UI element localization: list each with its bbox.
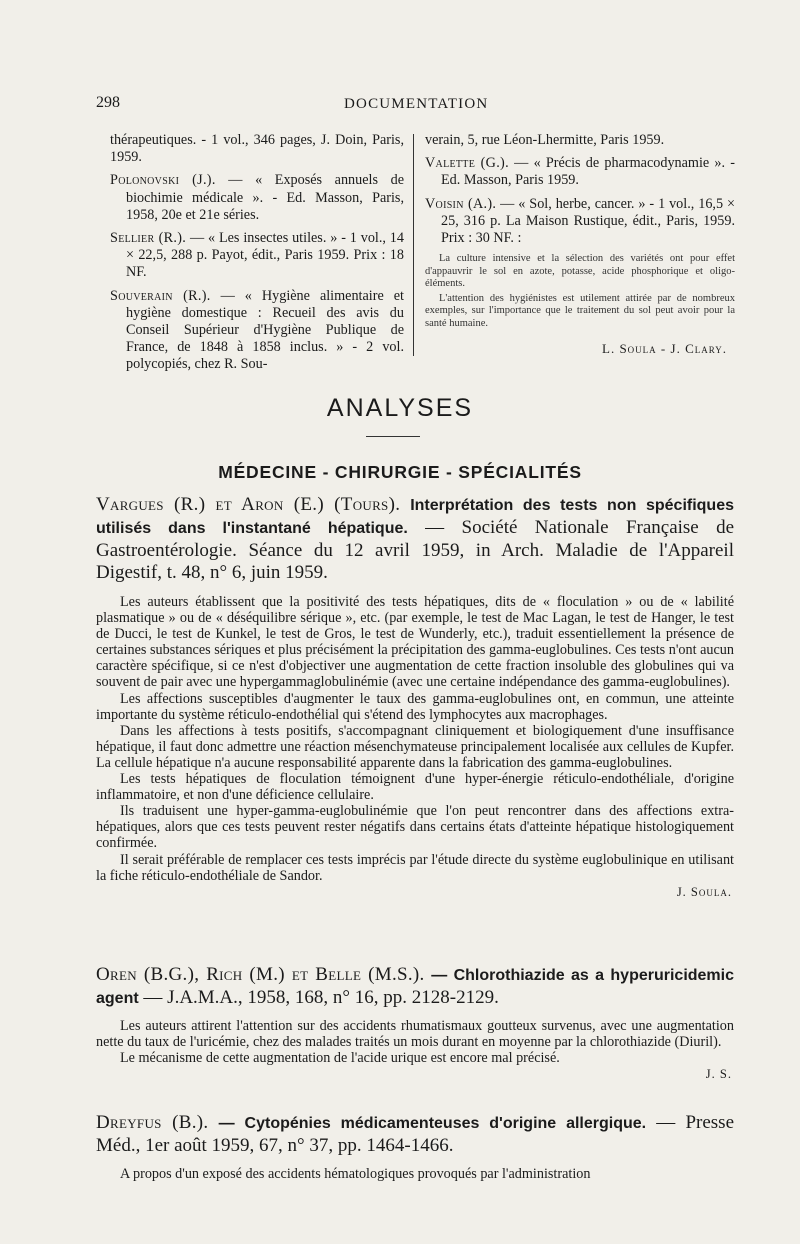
entry-paragraph: Les auteurs établissent que la positivité des tests hépatiques, dits de « floculation » ou de « labilité plasmatique » ou de « déséquilibre sérique », etc. (par exemple, le test de Mac Lagan, le test de Hanger, le test de Ducci, le test de Kunkel, le test de Gros, le test de Wunderly, etc.), traduit essentiellement la présence de certaines substances sériques et plus précisément la précipitation des gamma-euglobulines. Ces tests n'ont aucun caractère spécifique, si ce n'est d'objectiver une augmentation de cette fraction insoluble des globulines qui va souvent de pair avec une hypergammaglobulinémie (avec une certaine indépendance des gamma-euglobulines).: [96, 594, 734, 691]
bib-text: — « Les insectes utiles. » - 1 vol., 14 × 22,5, 288 p. Payot, édit., Paris 1959. Prix : 18 NF.: [126, 230, 404, 281]
entry-source: — J.A.M.A., 1958, 168, n° 16, pp. 2128-2129.: [143, 987, 499, 1008]
entry-heading: [96, 1112, 734, 1157]
entry-source: — Société Nationale Française de Gastroentérologie. Séance du 12 avril 1959, in Arch. Maladie de l'Appareil Digestif, t. 48, n° 6, juin 1959.: [96, 517, 735, 583]
bib-entry: [110, 230, 404, 282]
bib-entry: [425, 132, 735, 149]
entry-title: Interprétation des tests non spécifiques utilisés dans l'instantané hépatique.: [96, 497, 735, 537]
bib-note: L'attention des hygiénistes est utilement attirée par de nombreux exemples, sur l'importance que le traitement du sol peut avoir pour la santé humaine.: [425, 292, 735, 329]
bib-author: Voisin (A.).: [425, 195, 497, 212]
entry-title: — Cytopénies médicamenteuses d'origine allergique.: [218, 1115, 647, 1132]
entry-heading: [96, 494, 734, 584]
entry-paragraph: Le mécanisme de cette augmentation de l'acide urique est encore mal précisé.: [120, 1050, 560, 1067]
column-divider: [413, 134, 414, 356]
entry-authors: Vargues (R.) et Aron (E.) (Tours).: [96, 494, 401, 515]
entry-authors: Dreyfus (B.).: [96, 1112, 209, 1133]
bib-note: La culture intensive et la sélection des variétés ont pour effet d'appauvrir le sol en azote, potasse, acide phosphorique et oligo-éléments.: [425, 253, 735, 290]
entry-paragraph: Il serait préférable de remplacer ces tests imprécis par l'étude directe du système euglobulinique en utilisant la fiche réticulo-endothéliale de Sandor.: [96, 851, 734, 884]
bib-author: Valette (G.).: [425, 155, 509, 172]
bib-entry: [110, 172, 404, 224]
bib-author: Polonovski (J.).: [110, 172, 216, 189]
entry-paragraph: Dans les affections à tests positifs, s'accompagnant cliniquement et biologiquement d'une insuffisance hépatique, il faut donc admettre une réaction mésenchymateuse principalement localisée aux cellules de Kupfer. La cellule hépatique n'a aucune responsabilité apparente dans la fabrication des gamma-euglobulines.: [96, 722, 734, 771]
entry-title: — Chlorothiazide as a hyperuricidemic agent: [96, 967, 734, 1007]
entry-heading: [96, 964, 734, 1010]
bib-text: — « Hygiène alimentaire et hygiène domestique : Recueil des avis du Conseil Supérieur d'Hygiène Publique de France, de 1848 à 1858 inclus. » - 2 vol. polycopiés, chez R. Sou-: [126, 287, 404, 373]
entry-paragraph: Ils traduisent une hyper-gamma-euglobulinémie que l'on peut rencontrer dans des affections extra-hépatiques, alors que ces tests peuvent rester négatifs dans certains états d'atteinte hépatique histologiquement confirmée.: [96, 803, 734, 852]
bib-author: Souverain (R.).: [110, 287, 211, 304]
bib-text: verain, 5, rue Léon-Lhermitte, Paris 1959.: [425, 132, 665, 148]
bib-entry: [110, 288, 404, 374]
bib-text: — « Exposés annuels de biochimie médicale ». - Ed. Masson, Paris, 1958, 20e et 21e séries.: [126, 172, 404, 223]
entry-paragraph: A propos d'un exposé des accidents hématologiques provoqués par l'administration: [120, 1166, 591, 1182]
entry-paragraph: Les tests hépatiques de floculation témoignent d'une hyper-énergie réticulo-endothéliale, d'origine inflammatoire, et non d'une déficience cellulaire.: [96, 771, 734, 804]
bib-text: thérapeutiques. - 1 vol., 346 pages, J. Doin, Paris, 1959.: [110, 132, 404, 166]
bib-text: — « Sol, herbe, cancer. » - 1 vol., 16,5 × 25, 316 p. La Maison Rustique, édit., Paris, 1959. Prix : 30 NF. :: [441, 195, 735, 247]
bib-entry: [110, 132, 404, 166]
section-rule: [366, 436, 420, 437]
bib-author: Sellier (R.).: [110, 230, 187, 247]
entry-signature: J. Soula.: [676, 884, 732, 899]
entry-paragraph: Les auteurs attirent l'attention sur des accidents rhumatismaux goutteux survenus, avec une augmentation nette du taux de l'uricémie, chez des malades traités un mois durant en moyenne par la chlorothiazide (Diuril).: [96, 1018, 734, 1051]
bib-entry: [425, 155, 735, 189]
section-title: ANALYSES: [326, 394, 474, 422]
bib-text: — « Précis de pharmacodynamie ». - Ed. Masson, Paris 1959.: [441, 155, 736, 189]
entry-signature: J. S.: [705, 1067, 732, 1082]
bibliography-left-column: [110, 132, 404, 380]
entry-body: [96, 594, 734, 900]
subsection-title: MÉDECINE - CHIRURGIE - SPÉCIALITÉS: [218, 462, 582, 482]
bibliography-right-column: [425, 132, 735, 357]
page-number: 298: [96, 94, 120, 111]
running-head: DOCUMENTATION: [344, 96, 489, 112]
entry-source: — Presse Méd., 1er août 1959, 67, n° 37, pp. 1464-1466.: [96, 1112, 735, 1156]
bib-entry: [425, 196, 735, 248]
entry-authors: Oren (B.G.), Rich (M.) et Belle (M.S.).: [96, 964, 425, 985]
bibliography-signature: L. Soula - J. Clary.: [602, 341, 727, 357]
entry-body: [96, 1166, 734, 1182]
entry-body: [96, 1018, 734, 1082]
entry-paragraph: Les affections susceptibles d'augmenter le taux des gamma-euglobulines ont, en commun, une atteinte importante du système réticulo-endothélial qui s'étend des lymphocytes aux macrophages.: [96, 690, 734, 723]
